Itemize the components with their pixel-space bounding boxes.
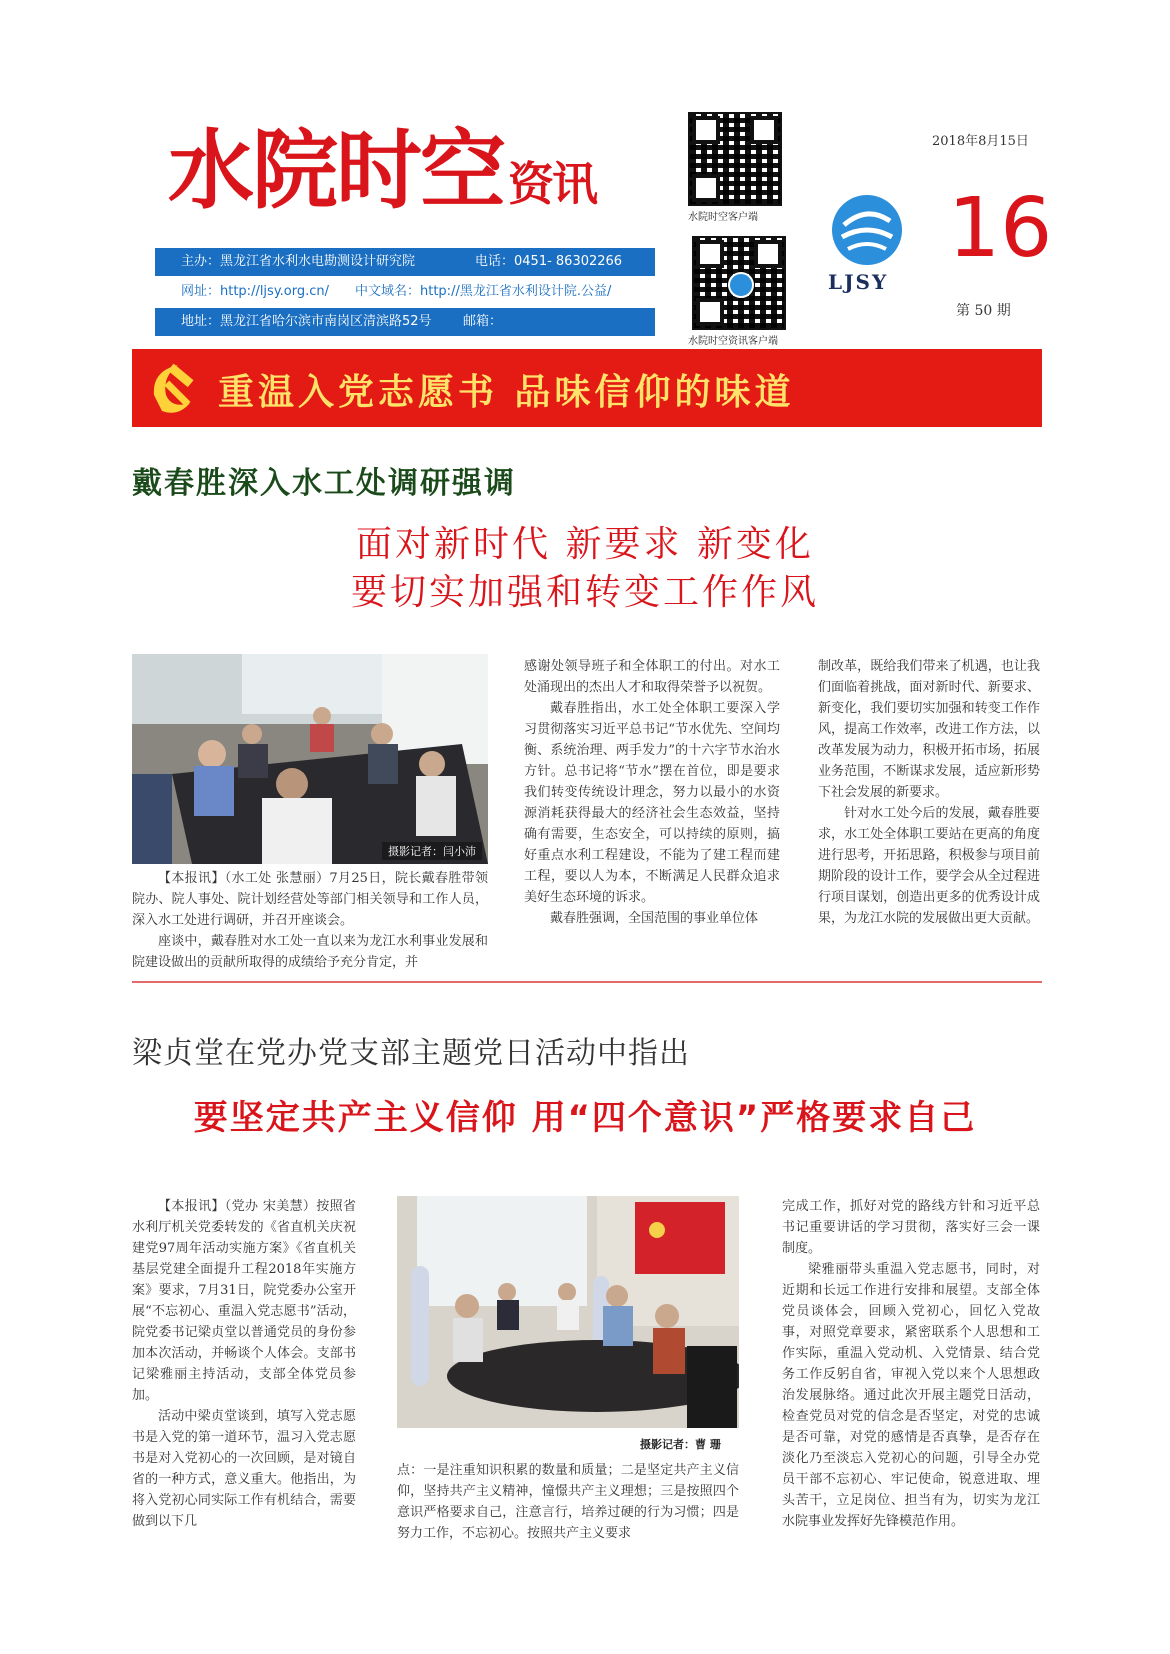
- hammer-sickle-icon: [144, 357, 206, 419]
- logo-main-text: 水院时空: [168, 121, 504, 221]
- article1-photo: [132, 654, 488, 864]
- section-divider: [132, 981, 1042, 983]
- article1-photo-credit: 摄影记者：闫小沛: [382, 842, 482, 860]
- paragraph: 座谈中，戴春胜对水工处一直以来为龙江水利事业发展和院建设做出的贡献所取得的成绩给予充分肯定，并: [132, 934, 488, 970]
- party-day-photo-image: [397, 1196, 739, 1428]
- qr-code-news[interactable]: [692, 236, 786, 330]
- ljsy-logo-text: LJSY: [828, 270, 889, 294]
- qr1-label: 水院时空客户端: [688, 212, 758, 223]
- sponsor-text: 主办：黑龙江省水利水电勘测设计研究院: [181, 254, 416, 269]
- paragraph: 【本报讯】（水工处 张慧丽）7月25日，院长戴春胜带领院办、院人事处、院计划经营处等部门相关领导和工作人员，深入水工处进行调研，并召开座谈会。: [132, 871, 488, 928]
- meeting-photo-image: [132, 654, 488, 864]
- issue-date: 2018年8月15日: [932, 134, 1029, 149]
- paragraph: 梁雅丽带头重温入党志愿书，同时，对近期和长远工作进行安排和展望。支部全体党员谈体会，回顾入党初心，回忆入党故事，对照党章要求，紧密联系个人思想和工作实际，重温入党动机、入党情景、结合党务工作反躬自省，审视入党以来个人思想政治发展脉络。通过此次开展主题党日活动，检查党员对党的信念是否坚定，对党的忠诚是否可靠，对党的感情是否真挚，是否存在淡化乃至淡忘入党初心的问题，引导全办党员干部不忘初心、牢记使命，锐意进取、埋头苦干，立足岗位、担当有为，切实为龙江水院事业发挥好先锋模范作用。: [782, 1262, 1040, 1529]
- masthead-logo: [168, 121, 596, 221]
- qr-corner: [692, 116, 720, 144]
- qr-center-logo-icon: [728, 272, 754, 298]
- paragraph: 戴春胜强调，全国范围的事业单位体: [550, 911, 759, 926]
- article1-subtitle-line1: 面对新时代 新要求 新变化: [356, 524, 814, 565]
- website-link[interactable]: 网址：http://ljsy.org.cn/: [181, 284, 330, 299]
- banner-slogan: 重温入党志愿书 品味信仰的味道: [218, 372, 795, 413]
- qr-corner: [692, 174, 720, 202]
- article2-subtitle: 要坚定共产主义信仰 用“四个意识”严格要求自己: [193, 1098, 977, 1138]
- issue-number: 16: [948, 181, 1053, 276]
- info-bar-web: [155, 278, 655, 306]
- paragraph: 制改革，既给我们带来了机遇，也让我们面临着挑战，面对新时代、新要求、新变化，我们要切实加强和转变工作作风，提高工作效率，改进工作方法，以改革发展为动力，积极开拓市场，拓展业务范围，不断谋求发展，适应新形势下社会发展的新要求。: [818, 659, 1040, 800]
- email-text: 邮箱：: [463, 314, 503, 329]
- paragraph: 活动中梁贞堂谈到，填写入党志愿书是入党的第一道环节，温习入党志愿书是对入党初心的一次回顾，是对镜自省的一种方式，意义重大。他指出，为将入党初心同实际工作有机结合，需要做到以下几: [132, 1409, 356, 1529]
- article1-column-2: [524, 656, 780, 929]
- logo-sub-text: 资讯: [508, 157, 596, 211]
- paragraph: 戴春胜指出，水工处全体职工要深入学习贯彻落实习近平总书记“节水优先、空间均衡、系统治理、两手发力”的十六字节水治水方针。总书记将“节水”摆在首位，即是要求我们转变传统设计理念，努力以最小的水资源消耗获得最大的经济社会生态效益，坚持确有需要，生态安全，可以持续的原则，搞好重点水利工程建设，不能为了建工程而建工程，要以人为本，不断满足人民群众追求美好生态环境的诉求。: [524, 701, 780, 905]
- ljsy-logo-icon: [832, 195, 902, 265]
- article2-photo: [397, 1196, 739, 1428]
- paragraph: 完成工作，抓好对党的路线方针和习近平总书记重要讲话的学习贯彻，落实好三会一课制度。: [782, 1199, 1040, 1256]
- article1-column-3: [818, 656, 1040, 929]
- article2-column-2: [397, 1460, 739, 1544]
- info-bar-sponsor: [155, 248, 655, 276]
- article1-column-1: [132, 868, 488, 973]
- qr-code-client[interactable]: [688, 112, 782, 206]
- paragraph: 针对水工处今后的发展，戴春胜要求，水工处全体职工要站在更高的角度进行思考，开拓思路，积极参与项目前期阶段的设计工作，要学会从全过程进行项目谋划，创造出更多的优秀设计成果，为龙江水院的发展做出更大贡献。: [818, 806, 1040, 926]
- paragraph: 【本报讯】（党办 宋美慧）按照省水利厅机关党委转发的《省直机关庆祝建党97周年活动实施方案》《省直机关基层党建全面提升工程2018年实施方案》要求，7月31日，院党委办公室开展“不忘初心、重温入党志愿书”活动，院党委书记梁贞堂以普通党员的身份参加本次活动，并畅谈个人体会。支部书记梁雅丽主持活动，支部全体党员参加。: [132, 1199, 356, 1403]
- article2-column-1: [132, 1196, 356, 1532]
- qr-corner: [750, 116, 778, 144]
- article2-photo-credit: 摄影记者：曹 珊: [640, 1438, 721, 1451]
- phone-text: 电话：0451- 86302266: [475, 254, 623, 269]
- article2-headline: 梁贞堂在党办党支部主题党日活动中指出: [132, 1036, 690, 1071]
- qr-corner: [754, 240, 782, 268]
- article2-column-3: [782, 1196, 1040, 1532]
- cn-domain-link[interactable]: 中文域名：http://黑龙江省水利设计院.公益/: [355, 284, 612, 299]
- article1-headline: 戴春胜深入水工处调研强调: [132, 466, 516, 501]
- qr2-label: 水院时空资讯客户端: [688, 336, 778, 347]
- issue-label: 第 50 期: [956, 303, 1011, 319]
- qr-corner: [696, 298, 724, 326]
- paragraph: 点：一是注重知识积累的数量和质量；二是坚定共产主义信仰，坚持共产主义精神，憧憬共产主义理想；三是按照四个意识严格要求自己，注意言行，培养过硬的行为习惯；四是努力工作，不忘初心。按照共产主义要求: [397, 1463, 739, 1541]
- qr-corner: [696, 240, 724, 268]
- paragraph: 感谢处领导班子和全体职工的付出。对水工处涌现出的杰出人才和取得荣誉予以祝贺。: [524, 659, 780, 695]
- info-bar-address: [155, 308, 655, 336]
- article1-subtitle-line2: 要切实加强和转变工作作风: [350, 572, 819, 613]
- address-text: 地址：黑龙江省哈尔滨市南岗区清滨路52号: [181, 314, 432, 329]
